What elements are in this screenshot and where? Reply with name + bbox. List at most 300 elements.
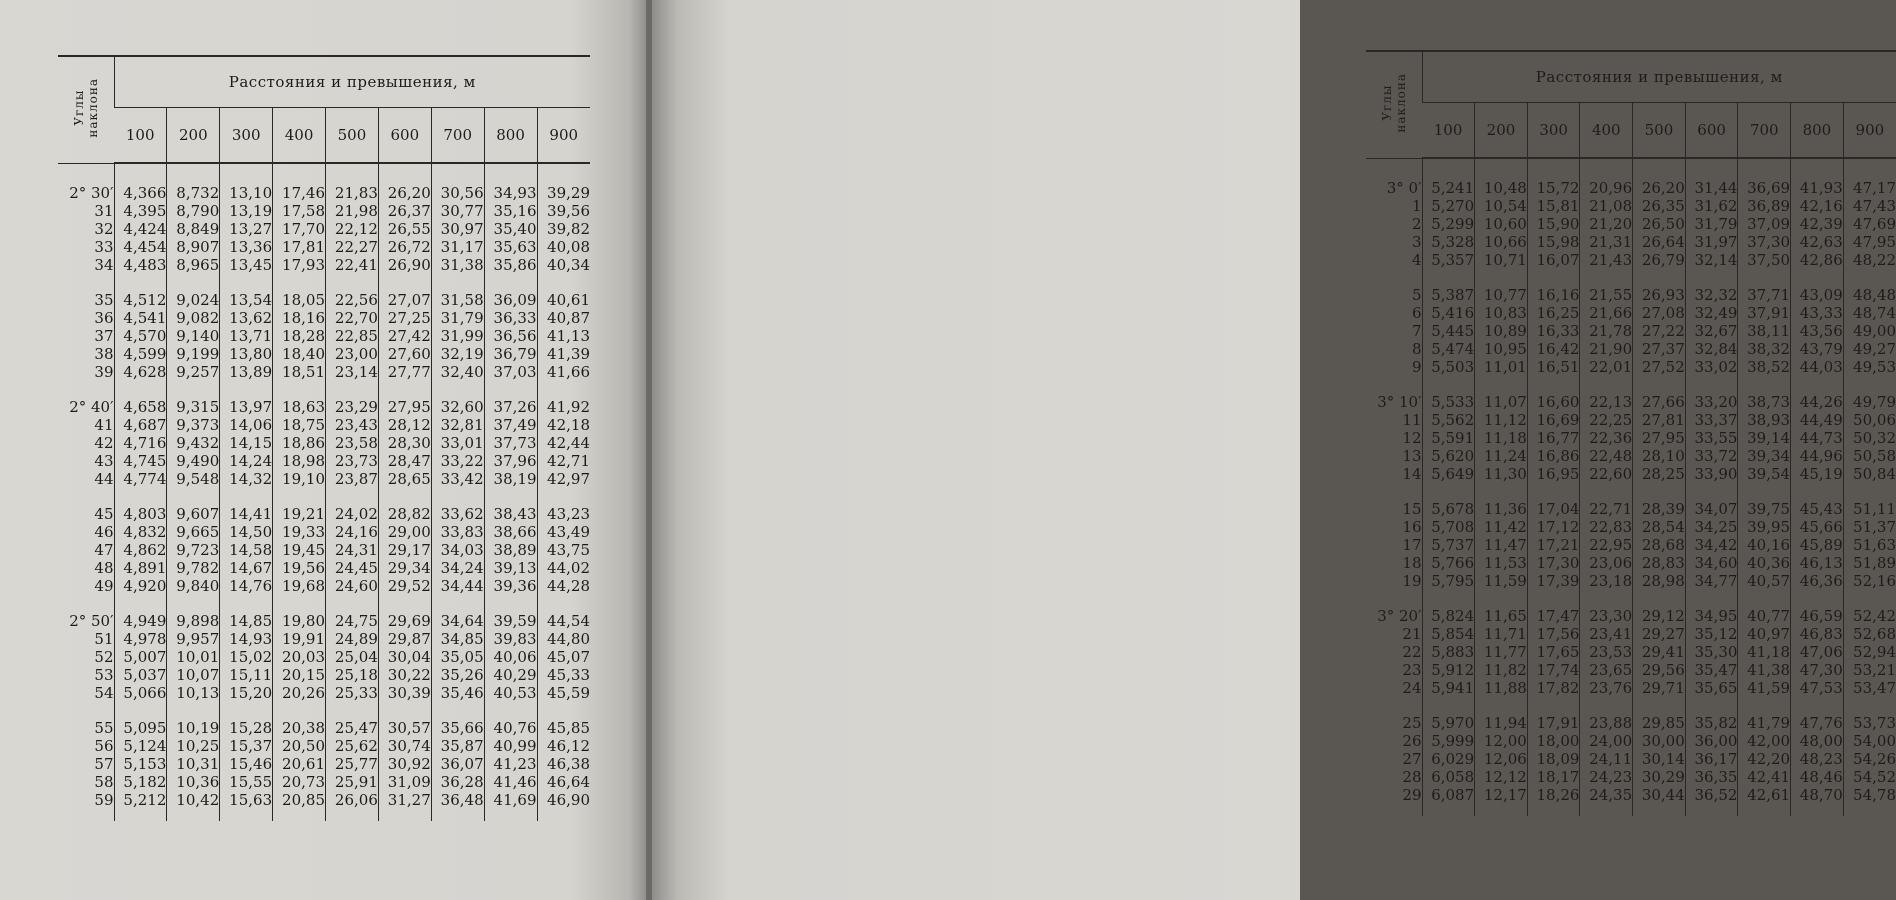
- value-cell: 19,45: [273, 541, 326, 559]
- table-row: [58, 309, 590, 327]
- value-cell: 35,65: [1685, 679, 1738, 697]
- table-row: [58, 470, 590, 488]
- value-cell: 11,30: [1475, 465, 1528, 483]
- value-cell: 17,56: [1527, 625, 1580, 643]
- table-row: [58, 773, 590, 791]
- value-cell: 22,56: [326, 291, 379, 309]
- value-cell: 46,59: [1791, 607, 1844, 625]
- value-cell: 40,61: [537, 291, 590, 309]
- value-cell: 38,19: [484, 470, 537, 488]
- table-row: [58, 184, 590, 202]
- value-cell: 5,824: [1422, 607, 1475, 625]
- value-cell: 14,58: [220, 541, 273, 559]
- value-cell: 17,70: [273, 220, 326, 238]
- value-cell: 21,20: [1580, 215, 1633, 233]
- value-cell: 10,31: [167, 755, 220, 773]
- angle-cell: 8: [1411, 340, 1422, 358]
- table-row: [58, 416, 590, 434]
- value-cell: 30,04: [378, 648, 431, 666]
- table-row: [58, 202, 590, 220]
- value-cell: 4,891: [114, 559, 167, 577]
- value-cell: 11,47: [1475, 536, 1528, 554]
- value-cell: 9,082: [167, 309, 220, 327]
- value-cell: 36,69: [1738, 179, 1791, 197]
- value-cell: 28,65: [378, 470, 431, 488]
- value-cell: 39,75: [1738, 500, 1791, 518]
- value-cell: 54,26: [1843, 750, 1896, 768]
- value-cell: 41,66: [537, 363, 590, 381]
- value-cell: 5,328: [1422, 233, 1475, 251]
- row-spacer: [1366, 158, 1896, 179]
- value-cell: 42,00: [1738, 732, 1791, 750]
- value-cell: 42,61: [1738, 786, 1791, 804]
- value-cell: 6,058: [1422, 768, 1475, 786]
- value-cell: 15,28: [220, 719, 273, 737]
- value-cell: 32,60: [431, 398, 484, 416]
- value-cell: 21,43: [1580, 251, 1633, 269]
- value-cell: 35,16: [484, 202, 537, 220]
- value-cell: 43,75: [537, 541, 590, 559]
- value-cell: 10,77: [1475, 286, 1528, 304]
- value-cell: 47,43: [1843, 197, 1896, 215]
- value-cell: 5,883: [1422, 643, 1475, 661]
- value-cell: 30,74: [378, 737, 431, 755]
- value-cell: 27,25: [378, 309, 431, 327]
- value-cell: 4,687: [114, 416, 167, 434]
- value-cell: 18,40: [273, 345, 326, 363]
- value-cell: 5,708: [1422, 518, 1475, 536]
- distance-column-header: 400: [1580, 103, 1633, 159]
- distance-column-header: 200: [1475, 103, 1528, 159]
- value-cell: 4,774: [114, 470, 167, 488]
- table-row: [1366, 251, 1896, 269]
- value-cell: 43,56: [1791, 322, 1844, 340]
- value-cell: 25,77: [326, 755, 379, 773]
- value-cell: 21,78: [1580, 322, 1633, 340]
- value-cell: 4,862: [114, 541, 167, 559]
- value-cell: 30,22: [378, 666, 431, 684]
- value-cell: 48,00: [1791, 732, 1844, 750]
- table-row: [1366, 714, 1896, 732]
- value-cell: 28,47: [378, 452, 431, 470]
- value-cell: 44,49: [1791, 411, 1844, 429]
- value-cell: 28,10: [1633, 447, 1686, 465]
- value-cell: 46,90: [537, 791, 590, 809]
- angle-cell: 35: [94, 291, 114, 309]
- value-cell: 24,45: [326, 559, 379, 577]
- value-cell: 13,45: [220, 256, 273, 274]
- value-cell: 10,95: [1475, 340, 1528, 358]
- value-cell: 28,83: [1633, 554, 1686, 572]
- value-cell: 4,803: [114, 505, 167, 523]
- row-spacer: [1366, 269, 1896, 286]
- value-cell: 17,21: [1527, 536, 1580, 554]
- value-cell: 30,77: [431, 202, 484, 220]
- value-cell: 49,79: [1843, 393, 1896, 411]
- value-cell: 42,20: [1738, 750, 1791, 768]
- value-cell: 44,26: [1791, 393, 1844, 411]
- angle-cell: 1: [1411, 197, 1422, 215]
- value-cell: 41,18: [1738, 643, 1791, 661]
- value-cell: 16,25: [1527, 304, 1580, 322]
- table-row: [1366, 750, 1896, 768]
- value-cell: 51,37: [1843, 518, 1896, 536]
- angle-cell: 27: [1402, 750, 1422, 768]
- value-cell: 48,70: [1791, 786, 1844, 804]
- angle-cell: 23: [1402, 661, 1422, 679]
- value-cell: 38,66: [484, 523, 537, 541]
- value-cell: 36,09: [484, 291, 537, 309]
- value-cell: 50,84: [1843, 465, 1896, 483]
- distance-column-header: 900: [1843, 103, 1896, 159]
- angle-cell: 46: [94, 523, 114, 541]
- angle-cell: 58: [94, 773, 114, 791]
- value-cell: 20,38: [273, 719, 326, 737]
- row-spacer: [1366, 697, 1896, 714]
- angle-cell: 56: [94, 737, 114, 755]
- value-cell: 11,71: [1475, 625, 1528, 643]
- value-cell: 40,53: [484, 684, 537, 702]
- value-cell: 10,89: [1475, 322, 1528, 340]
- value-cell: 5,503: [1422, 358, 1475, 376]
- angle-cell: 34: [94, 256, 114, 274]
- value-cell: 29,87: [378, 630, 431, 648]
- value-cell: 39,56: [537, 202, 590, 220]
- value-cell: 44,80: [537, 630, 590, 648]
- value-cell: 20,15: [273, 666, 326, 684]
- value-cell: 18,28: [273, 327, 326, 345]
- angle-cell: 2° 50′: [69, 612, 114, 630]
- value-cell: 16,95: [1527, 465, 1580, 483]
- value-cell: 35,26: [431, 666, 484, 684]
- angle-cell: 44: [94, 470, 114, 488]
- value-cell: 30,56: [431, 184, 484, 202]
- value-cell: 51,63: [1843, 536, 1896, 554]
- value-cell: 23,30: [1580, 607, 1633, 625]
- distance-column-header: 100: [114, 108, 167, 164]
- value-cell: 5,153: [114, 755, 167, 773]
- value-cell: 43,33: [1791, 304, 1844, 322]
- value-cell: 5,124: [114, 737, 167, 755]
- angle-cell: 51: [94, 630, 114, 648]
- row-spacer: [1366, 483, 1896, 500]
- value-cell: 18,98: [273, 452, 326, 470]
- value-cell: 11,82: [1475, 661, 1528, 679]
- value-cell: 5,212: [114, 791, 167, 809]
- value-cell: 5,912: [1422, 661, 1475, 679]
- value-cell: 4,949: [114, 612, 167, 630]
- value-cell: 32,67: [1685, 322, 1738, 340]
- value-cell: 22,71: [1580, 500, 1633, 518]
- value-cell: 22,95: [1580, 536, 1633, 554]
- angle-cell: 6: [1411, 304, 1422, 322]
- angle-cell: 29: [1402, 786, 1422, 804]
- value-cell: 43,09: [1791, 286, 1844, 304]
- value-cell: 28,82: [378, 505, 431, 523]
- value-cell: 12,06: [1475, 750, 1528, 768]
- table-row: [58, 327, 590, 345]
- value-cell: 14,41: [220, 505, 273, 523]
- value-cell: 39,95: [1738, 518, 1791, 536]
- value-cell: 34,44: [431, 577, 484, 595]
- value-cell: 5,357: [1422, 251, 1475, 269]
- row-spacer: [58, 488, 590, 505]
- value-cell: 4,628: [114, 363, 167, 381]
- value-cell: 29,56: [1633, 661, 1686, 679]
- value-cell: 22,41: [326, 256, 379, 274]
- value-cell: 33,01: [431, 434, 484, 452]
- value-cell: 20,03: [273, 648, 326, 666]
- value-cell: 10,60: [1475, 215, 1528, 233]
- value-cell: 22,85: [326, 327, 379, 345]
- value-cell: 24,60: [326, 577, 379, 595]
- value-cell: 30,39: [378, 684, 431, 702]
- value-cell: 26,55: [378, 220, 431, 238]
- value-cell: 31,79: [431, 309, 484, 327]
- value-cell: 5,299: [1422, 215, 1475, 233]
- distance-column-header: 400: [273, 108, 326, 164]
- value-cell: 14,76: [220, 577, 273, 595]
- value-cell: 30,00: [1633, 732, 1686, 750]
- value-cell: 28,30: [378, 434, 431, 452]
- value-cell: 39,82: [537, 220, 590, 238]
- table-row: [58, 719, 590, 737]
- row-spacer: [58, 274, 590, 291]
- angle-cell: 2° 30′: [69, 184, 114, 202]
- angle-cell: 4: [1411, 251, 1422, 269]
- angle-cell: 9: [1411, 358, 1422, 376]
- value-cell: 5,620: [1422, 447, 1475, 465]
- angle-cell: 31: [94, 202, 114, 220]
- value-cell: 29,85: [1633, 714, 1686, 732]
- angle-cell: 43: [94, 452, 114, 470]
- table-row: [1366, 322, 1896, 340]
- value-cell: 52,16: [1843, 572, 1896, 590]
- angle-cell: 19: [1402, 572, 1422, 590]
- value-cell: 23,41: [1580, 625, 1633, 643]
- table-row: [58, 452, 590, 470]
- table-row: [58, 291, 590, 309]
- value-cell: 11,42: [1475, 518, 1528, 536]
- value-cell: 24,23: [1580, 768, 1633, 786]
- value-cell: 41,46: [484, 773, 537, 791]
- angle-cell: 3: [1411, 233, 1422, 251]
- value-cell: 23,29: [326, 398, 379, 416]
- value-cell: 18,75: [273, 416, 326, 434]
- value-cell: 14,50: [220, 523, 273, 541]
- value-cell: 33,72: [1685, 447, 1738, 465]
- value-cell: 45,66: [1791, 518, 1844, 536]
- value-cell: 11,59: [1475, 572, 1528, 590]
- table-row: [58, 737, 590, 755]
- value-cell: 54,78: [1843, 786, 1896, 804]
- value-cell: 28,54: [1633, 518, 1686, 536]
- table-row: [58, 220, 590, 238]
- value-cell: 35,05: [431, 648, 484, 666]
- table-row: [58, 505, 590, 523]
- row-spacer: [1366, 804, 1896, 816]
- table-row: [1366, 679, 1896, 697]
- value-cell: 4,978: [114, 630, 167, 648]
- value-cell: 41,23: [484, 755, 537, 773]
- table-row: [1366, 447, 1896, 465]
- value-cell: 27,22: [1633, 322, 1686, 340]
- value-cell: 24,02: [326, 505, 379, 523]
- value-cell: 5,416: [1422, 304, 1475, 322]
- value-cell: 17,30: [1527, 554, 1580, 572]
- table-row: [1366, 429, 1896, 447]
- value-cell: 37,09: [1738, 215, 1791, 233]
- value-cell: 42,97: [537, 470, 590, 488]
- value-cell: 33,22: [431, 452, 484, 470]
- value-cell: 18,00: [1527, 732, 1580, 750]
- value-cell: 9,782: [167, 559, 220, 577]
- value-cell: 4,745: [114, 452, 167, 470]
- value-cell: 46,83: [1791, 625, 1844, 643]
- value-cell: 25,47: [326, 719, 379, 737]
- value-cell: 38,43: [484, 505, 537, 523]
- value-cell: 11,77: [1475, 643, 1528, 661]
- value-cell: 31,17: [431, 238, 484, 256]
- value-cell: 36,56: [484, 327, 537, 345]
- value-cell: 26,93: [1633, 286, 1686, 304]
- table-row: [58, 791, 590, 809]
- value-cell: 20,96: [1580, 179, 1633, 197]
- table-row: [58, 345, 590, 363]
- value-cell: 4,541: [114, 309, 167, 327]
- value-cell: 38,32: [1738, 340, 1791, 358]
- value-cell: 48,46: [1791, 768, 1844, 786]
- value-cell: 42,18: [537, 416, 590, 434]
- value-cell: 45,19: [1791, 465, 1844, 483]
- value-cell: 24,11: [1580, 750, 1633, 768]
- value-cell: 13,97: [220, 398, 273, 416]
- value-cell: 29,69: [378, 612, 431, 630]
- table-row: [58, 684, 590, 702]
- table-row: [58, 434, 590, 452]
- value-cell: 38,11: [1738, 322, 1791, 340]
- table-row: [1366, 393, 1896, 411]
- angle-cell: 37: [94, 327, 114, 345]
- value-cell: 19,80: [273, 612, 326, 630]
- table-row: [58, 398, 590, 416]
- angle-cell: 21: [1402, 625, 1422, 643]
- value-cell: 5,795: [1422, 572, 1475, 590]
- angle-cell: 41: [94, 416, 114, 434]
- value-cell: 16,33: [1527, 322, 1580, 340]
- table-row: [1366, 411, 1896, 429]
- value-cell: 36,52: [1685, 786, 1738, 804]
- value-cell: 12,12: [1475, 768, 1528, 786]
- value-cell: 16,51: [1527, 358, 1580, 376]
- value-cell: 34,93: [484, 184, 537, 202]
- value-cell: 46,36: [1791, 572, 1844, 590]
- value-cell: 28,12: [378, 416, 431, 434]
- value-cell: 18,05: [273, 291, 326, 309]
- distance-column-header: 800: [1791, 103, 1844, 159]
- value-cell: 22,36: [1580, 429, 1633, 447]
- value-cell: 26,90: [378, 256, 431, 274]
- value-cell: 27,60: [378, 345, 431, 363]
- value-cell: 17,12: [1527, 518, 1580, 536]
- value-cell: 4,658: [114, 398, 167, 416]
- value-cell: 41,13: [537, 327, 590, 345]
- value-cell: 23,73: [326, 452, 379, 470]
- value-cell: 53,47: [1843, 679, 1896, 697]
- value-cell: 44,96: [1791, 447, 1844, 465]
- value-cell: 26,64: [1633, 233, 1686, 251]
- value-cell: 29,52: [378, 577, 431, 595]
- distance-column-header: 200: [167, 108, 220, 164]
- value-cell: 25,91: [326, 773, 379, 791]
- distance-column-header: 700: [1738, 103, 1791, 159]
- value-cell: 36,35: [1685, 768, 1738, 786]
- value-cell: 13,27: [220, 220, 273, 238]
- value-cell: 9,723: [167, 541, 220, 559]
- value-cell: 44,02: [537, 559, 590, 577]
- value-cell: 5,066: [114, 684, 167, 702]
- value-cell: 9,140: [167, 327, 220, 345]
- value-cell: 27,95: [1633, 429, 1686, 447]
- value-cell: 36,79: [484, 345, 537, 363]
- value-cell: 30,92: [378, 755, 431, 773]
- table-row: [1366, 732, 1896, 750]
- value-cell: 49,27: [1843, 340, 1896, 358]
- value-cell: 8,732: [167, 184, 220, 202]
- value-cell: 42,39: [1791, 215, 1844, 233]
- value-cell: 54,00: [1843, 732, 1896, 750]
- angle-cell: 18: [1402, 554, 1422, 572]
- value-cell: 27,52: [1633, 358, 1686, 376]
- value-cell: 5,678: [1422, 500, 1475, 518]
- table-row: [1366, 304, 1896, 322]
- value-cell: 23,18: [1580, 572, 1633, 590]
- value-cell: 53,21: [1843, 661, 1896, 679]
- value-cell: 36,07: [431, 755, 484, 773]
- value-cell: 15,90: [1527, 215, 1580, 233]
- value-cell: 31,27: [378, 791, 431, 809]
- value-cell: 47,76: [1791, 714, 1844, 732]
- value-cell: 17,74: [1527, 661, 1580, 679]
- value-cell: 16,60: [1527, 393, 1580, 411]
- value-cell: 36,48: [431, 791, 484, 809]
- value-cell: 23,88: [1580, 714, 1633, 732]
- value-cell: 34,07: [1685, 500, 1738, 518]
- table-row: [1366, 786, 1896, 804]
- value-cell: 27,08: [1633, 304, 1686, 322]
- value-cell: 29,71: [1633, 679, 1686, 697]
- value-cell: 18,86: [273, 434, 326, 452]
- value-cell: 11,07: [1475, 393, 1528, 411]
- value-cell: 5,387: [1422, 286, 1475, 304]
- value-cell: 35,86: [484, 256, 537, 274]
- value-cell: 30,29: [1633, 768, 1686, 786]
- value-cell: 11,36: [1475, 500, 1528, 518]
- value-cell: 10,13: [167, 684, 220, 702]
- value-cell: 22,70: [326, 309, 379, 327]
- value-cell: 33,02: [1685, 358, 1738, 376]
- value-cell: 14,24: [220, 452, 273, 470]
- angle-cell: 57: [94, 755, 114, 773]
- value-cell: 46,13: [1791, 554, 1844, 572]
- angle-cell: 7: [1411, 322, 1422, 340]
- value-cell: 9,373: [167, 416, 220, 434]
- value-cell: 24,00: [1580, 732, 1633, 750]
- value-cell: 40,16: [1738, 536, 1791, 554]
- value-cell: 31,97: [1685, 233, 1738, 251]
- value-cell: 40,99: [484, 737, 537, 755]
- angle-cell: 48: [94, 559, 114, 577]
